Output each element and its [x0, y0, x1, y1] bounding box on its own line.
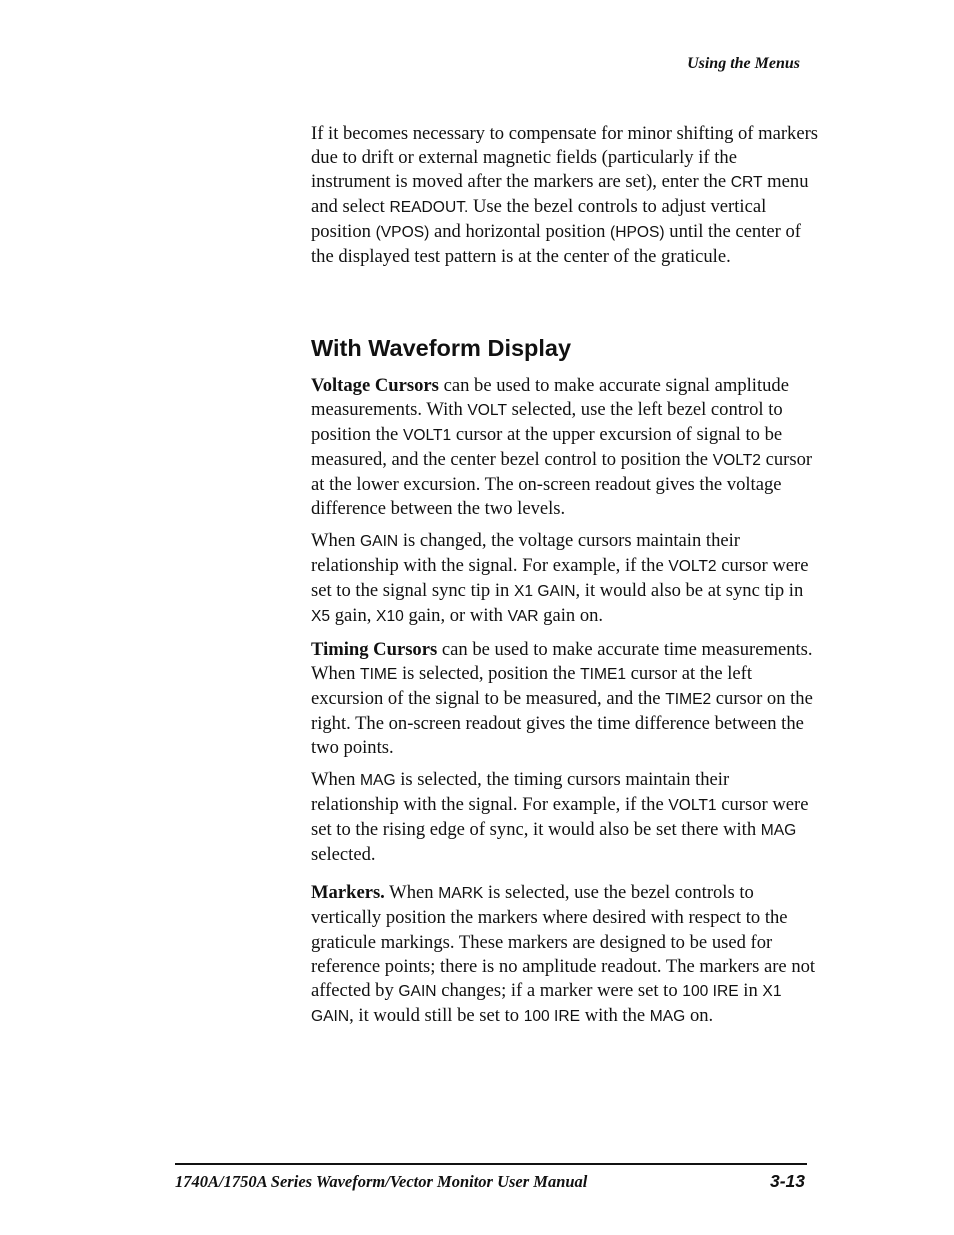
paragraph-text: is selected, use the bezel controls to vertically position the markers where desired with respect to the graticule markings. These markers are designed to be used for reference points; there is no amplitude readout. The markers are not affected by — [311, 882, 816, 1001]
mag-term: MAG — [649, 1007, 686, 1025]
paragraph-text: selected. — [311, 844, 376, 866]
intro-text: menu and select — [311, 171, 809, 218]
ire-term: 100 IRE — [523, 1007, 581, 1025]
hpos-term: (HPOS) — [610, 224, 665, 242]
volt1-term: VOLT1 — [668, 797, 717, 815]
x1-gain-term: X1 GAIN — [311, 982, 782, 1025]
voltage-cursors-paragraph — [311, 374, 821, 522]
paragraph-text: in — [738, 979, 763, 1001]
paragraph-text: is selected, the timing cursors maintain their relationship with the signal. For example, if the — [311, 768, 730, 816]
paragraph-text: gain, — [330, 605, 377, 627]
markers-lead: Markers. — [311, 882, 385, 904]
intro-text: and horizontal position — [429, 221, 611, 243]
paragraph-text: can be used to make accurate time measurements. When — [311, 638, 813, 684]
time2-term: TIME2 — [665, 690, 712, 708]
volt1-term: VOLT1 — [402, 426, 452, 444]
paragraph-text: cursor were set to the rising edge of sync, it would also be set there with — [311, 794, 809, 841]
paragraph-text: When — [311, 530, 361, 552]
paragraph-text: on. — [685, 1004, 714, 1026]
var-term: VAR — [507, 608, 539, 626]
voltage-cursors-lead: Voltage Cursors — [311, 374, 439, 396]
gain-term: GAIN — [398, 982, 437, 1000]
mag-term: MAG — [360, 771, 396, 789]
intro-text: until the center of the displayed test pattern is at the center of the graticule. — [311, 221, 801, 268]
footer-rule — [175, 1163, 807, 1165]
gain-term: GAIN — [360, 533, 399, 551]
gain-paragraph — [311, 529, 821, 629]
paragraph-text: changes; if a marker were set to — [436, 979, 683, 1001]
paragraph-text: selected, use the left bezel control to position the — [311, 398, 783, 445]
paragraph-text: cursor at the lower excursion. The on-screen readout gives the voltage difference between the two levels. — [311, 448, 813, 520]
paragraph-text: , it would still be set to — [349, 1004, 524, 1026]
page-number: 3-13 — [769, 1171, 805, 1191]
paragraph-text: gain on. — [538, 605, 604, 627]
volt2-term: VOLT2 — [668, 558, 717, 576]
time-term: TIME — [360, 665, 398, 683]
volt2-term: VOLT2 — [712, 451, 761, 469]
volt-term: VOLT — [467, 401, 507, 419]
running-head: Using the Menus — [687, 55, 800, 72]
paragraph-text: with the — [580, 1004, 650, 1026]
paragraph-text: cursor at the left excursion of the signal to be measured, and the — [311, 662, 753, 709]
crt-menu-term: CRT — [730, 174, 763, 192]
paragraph-text: can be used to make accurate signal amplitude measurements. With — [311, 374, 789, 420]
mark-term: MARK — [438, 885, 484, 903]
paragraph-text: When — [384, 882, 439, 904]
page-body — [311, 122, 821, 1037]
paragraph-text: cursor were set to the signal sync tip in — [311, 555, 809, 602]
x1-gain-term: X1 GAIN — [513, 583, 576, 601]
x5-term: X5 — [311, 608, 331, 626]
paragraph-text: is changed, the voltage cursors maintain their relationship with the signal. For example, if the — [311, 530, 740, 577]
ire-term: 100 IRE — [682, 982, 739, 1000]
paragraph-text: gain, or with — [403, 605, 508, 627]
paragraph-text: cursor at the upper excursion of signal to be measured, and the center bezel control to position the — [311, 423, 783, 470]
markers-paragraph — [311, 881, 821, 1029]
readout-term: READOUT. — [389, 199, 469, 217]
section-heading: With Waveform Display — [311, 334, 572, 361]
intro-text: If it becomes necessary to compensate for minor shifting of markers due to drift or external magnetic fields (particularly if the instrument is moved after the markers are set), enter the — [311, 123, 819, 193]
vpos-term: (VPOS) — [375, 224, 430, 242]
time1-term: TIME1 — [580, 665, 627, 683]
timing-cursors-paragraph — [311, 638, 821, 760]
paragraph-text: , it would also be at sync tip in — [575, 580, 804, 602]
timing-cursors-lead: Timing Cursors — [311, 638, 438, 660]
intro-text: Use the bezel controls to adjust vertical position — [311, 196, 767, 243]
intro-paragraph — [311, 122, 821, 270]
paragraph-text: cursor on the right. The on-screen readout gives the time difference between the two points. — [311, 687, 813, 758]
mag-paragraph — [311, 768, 821, 867]
mag-term: MAG — [760, 822, 797, 840]
paragraph-text: When — [311, 768, 361, 790]
x10-term: X10 — [376, 608, 404, 626]
paragraph-text: is selected, position the — [397, 662, 581, 684]
footer-title: 1740A/1750A Series Waveform/Vector Monitor User Manual — [175, 1172, 588, 1191]
